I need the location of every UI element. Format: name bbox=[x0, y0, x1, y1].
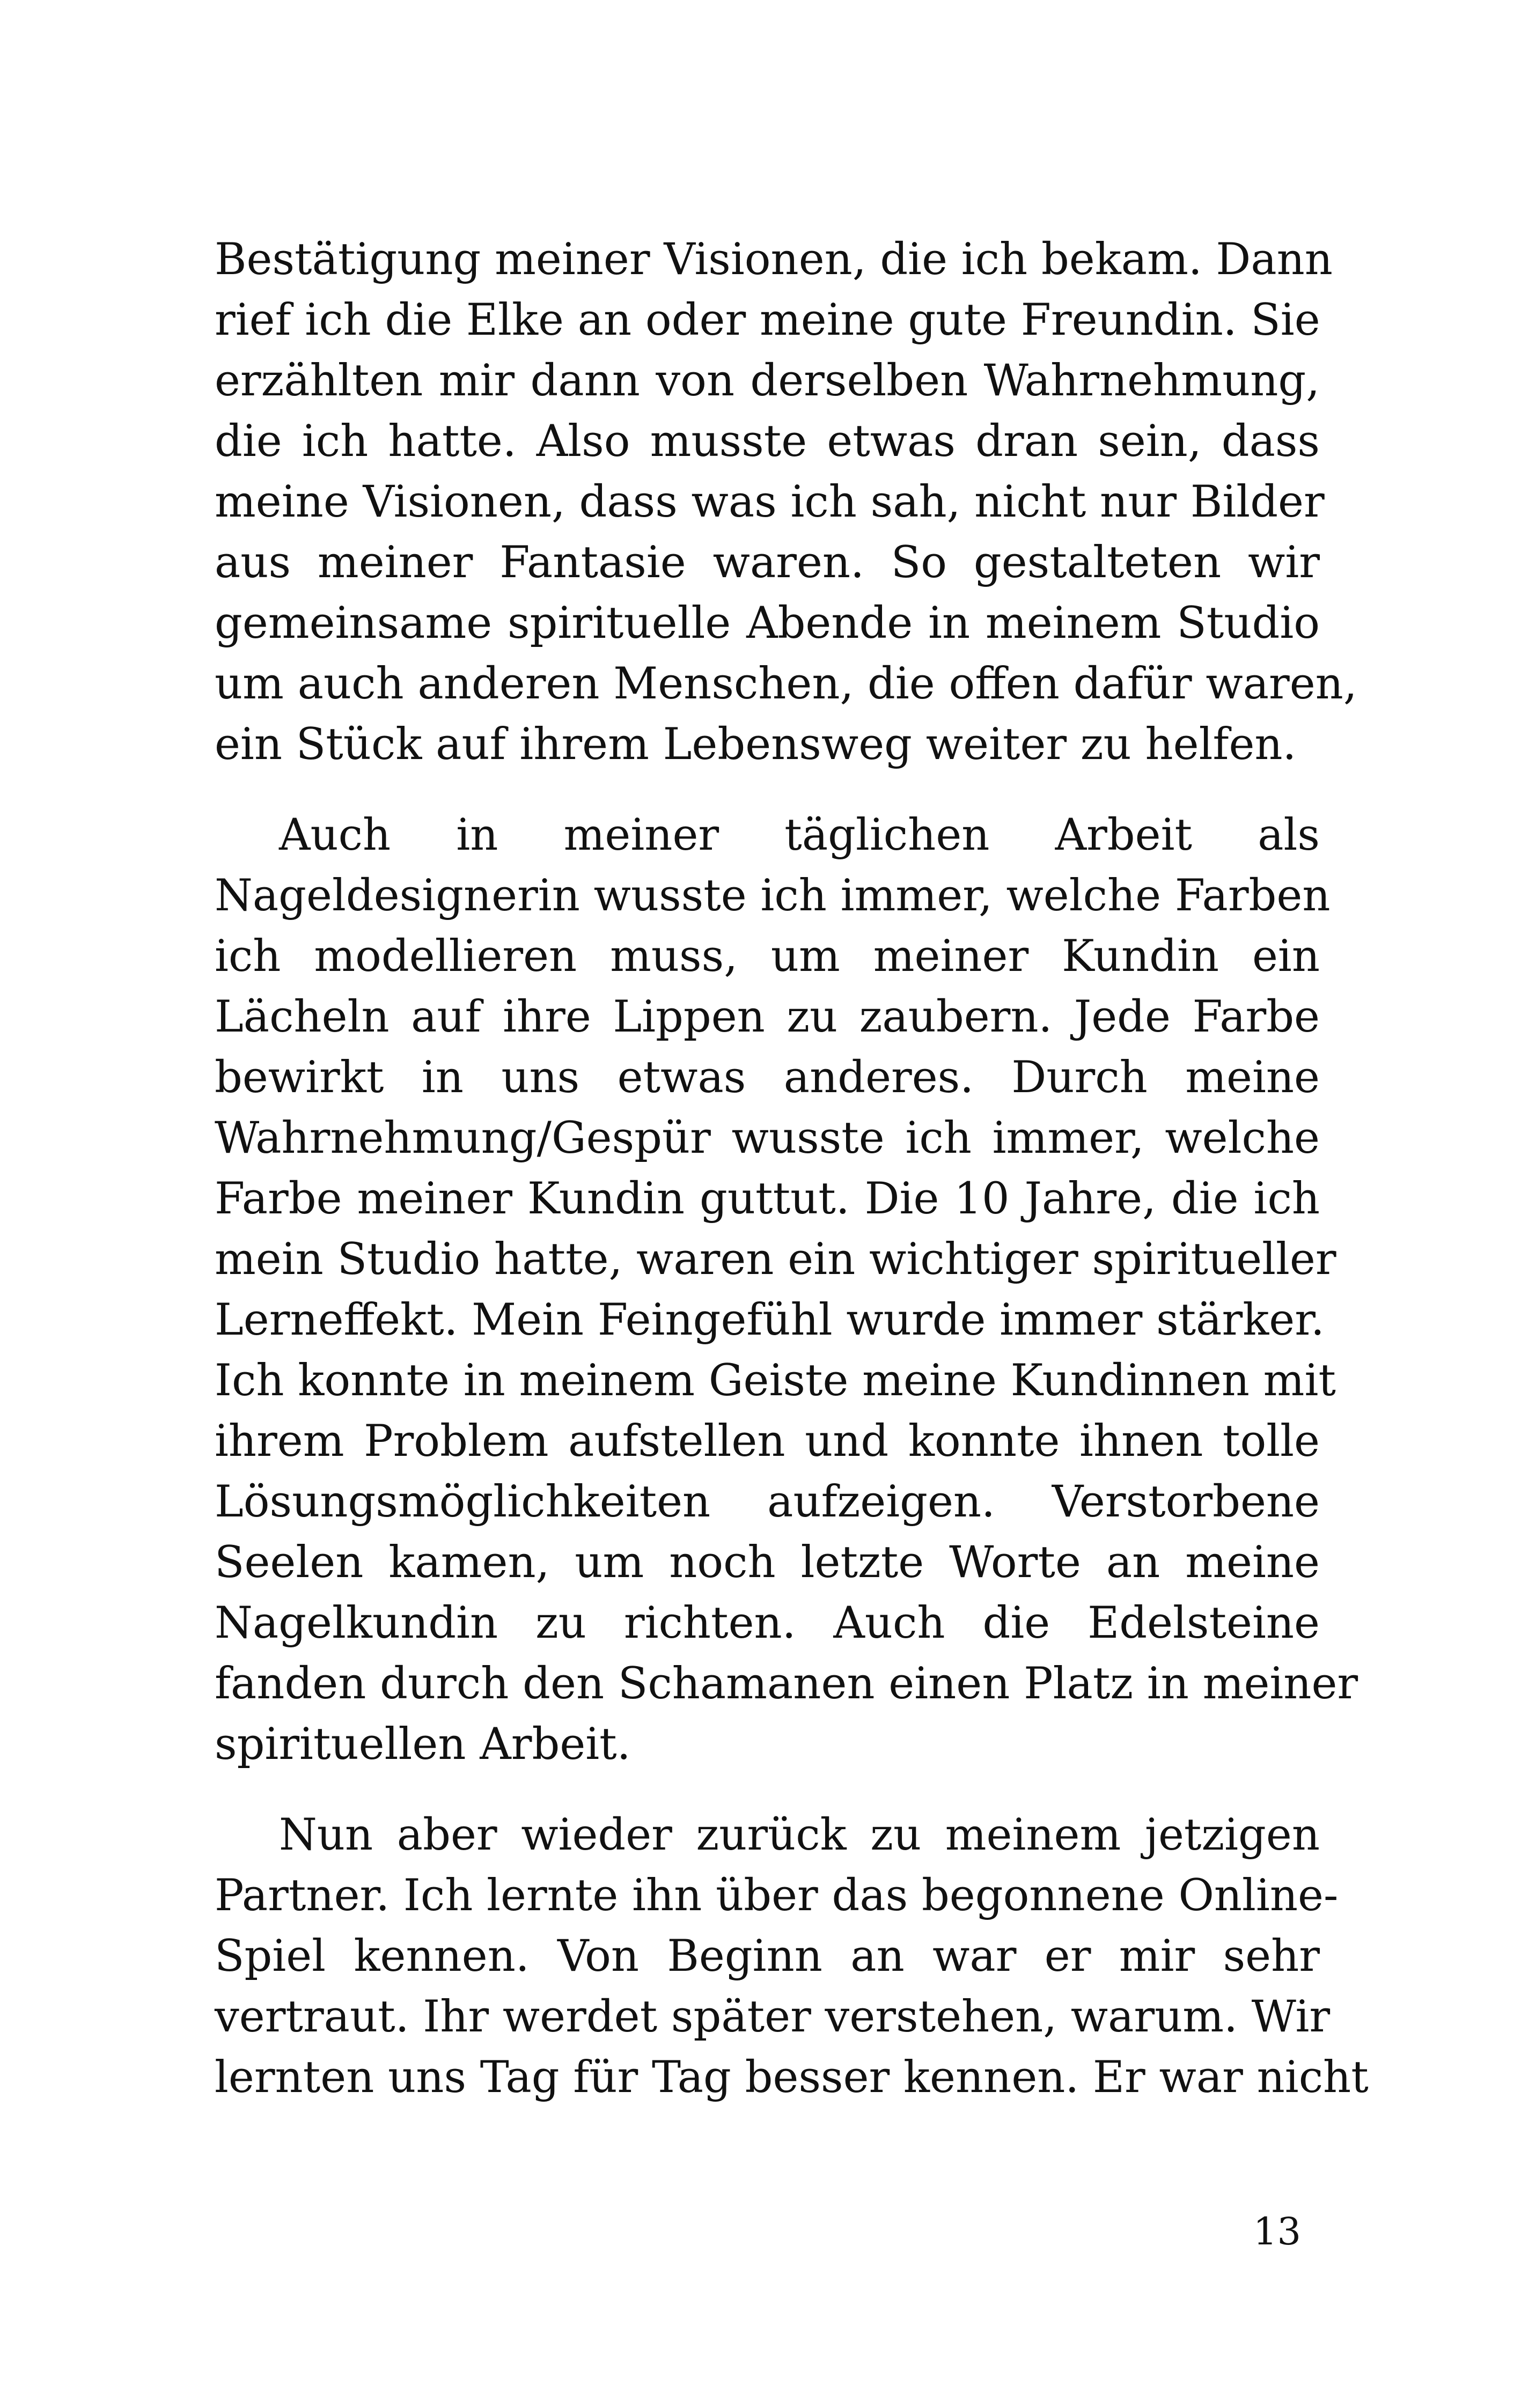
paragraph-gap bbox=[215, 1775, 1320, 1805]
text-line: ihrem Problem aufstellen und konnte ihnen tolle bbox=[215, 1416, 1320, 1467]
text-line: Wahrnehmung/Gespür wusste ich immer, welche bbox=[215, 1113, 1320, 1164]
text-line: Lerneffekt. Mein Feingefühl wurde immer stärker. bbox=[215, 1295, 1325, 1345]
text-line: fanden durch den Schamanen einen Platz in meiner bbox=[215, 1659, 1358, 1709]
text-line: Auch in meiner täglichen Arbeit als bbox=[279, 810, 1320, 860]
text-line: vertraut. Ihr werdet später verstehen, warum. Wir bbox=[215, 1992, 1331, 2042]
text-line: rief ich die Elke an oder meine gute Freundin. Sie bbox=[215, 295, 1320, 345]
text-line: Spiel kennen. Von Beginn an war er mir sehr bbox=[215, 1931, 1320, 1982]
text-line: Partner. Ich lernte ihn über das begonnene Online- bbox=[215, 1871, 1339, 1921]
text-line: Bestätigung meiner Visionen, die ich bekam. Dann bbox=[215, 234, 1333, 285]
text-line: gemeinsame spirituelle Abende in meinem Studio bbox=[215, 598, 1320, 649]
body-text bbox=[215, 230, 1369, 2108]
text-line: Nun aber wieder zurück zu meinem jetzigen bbox=[279, 1810, 1320, 1860]
text-line: erzählten mir dann von derselben Wahrnehmung, bbox=[215, 356, 1320, 406]
text-line: bewirkt in uns etwas anderes. Durch meine bbox=[215, 1052, 1320, 1103]
text-line: ich modellieren muss, um meiner Kundin ein bbox=[215, 931, 1320, 982]
text-line: Farbe meiner Kundin guttut. Die 10 Jahre, die ich bbox=[215, 1174, 1320, 1224]
text-line: mein Studio hatte, waren ein wichtiger spiritueller bbox=[215, 1234, 1336, 1285]
text-line: Nagelkundin zu richten. Auch die Edelsteine bbox=[215, 1598, 1320, 1648]
text-line: meine Visionen, dass was ich sah, nicht nur Bilder bbox=[215, 477, 1325, 527]
text-line: aus meiner Fantasie waren. So gestalteten wir bbox=[215, 537, 1320, 588]
text-line: Ich konnte in meinem Geiste meine Kundinnen mit bbox=[215, 1356, 1336, 1406]
text-line: die ich hatte. Also musste etwas dran sein, dass bbox=[215, 416, 1320, 467]
text-line: Nageldesignerin wusste ich immer, welche Farben bbox=[215, 871, 1331, 921]
text-line: Seelen kamen, um noch letzte Worte an meine bbox=[215, 1537, 1320, 1588]
page-number: 13 bbox=[1253, 2210, 1301, 2254]
text-line: spirituellen Arbeit. bbox=[215, 1719, 631, 1770]
text-line: Lösungsmöglichkeiten aufzeigen. Verstorbene bbox=[215, 1477, 1320, 1527]
text-line: ein Stück auf ihrem Lebensweg weiter zu helfen. bbox=[215, 719, 1297, 770]
text-line: um auch anderen Menschen, die offen dafür waren, bbox=[215, 659, 1357, 709]
paragraph-gap bbox=[215, 775, 1320, 805]
text-line: Lächeln auf ihre Lippen zu zaubern. Jede Farbe bbox=[215, 992, 1320, 1042]
text-line: lernten uns Tag für Tag besser kennen. Er war nicht bbox=[215, 2052, 1369, 2103]
